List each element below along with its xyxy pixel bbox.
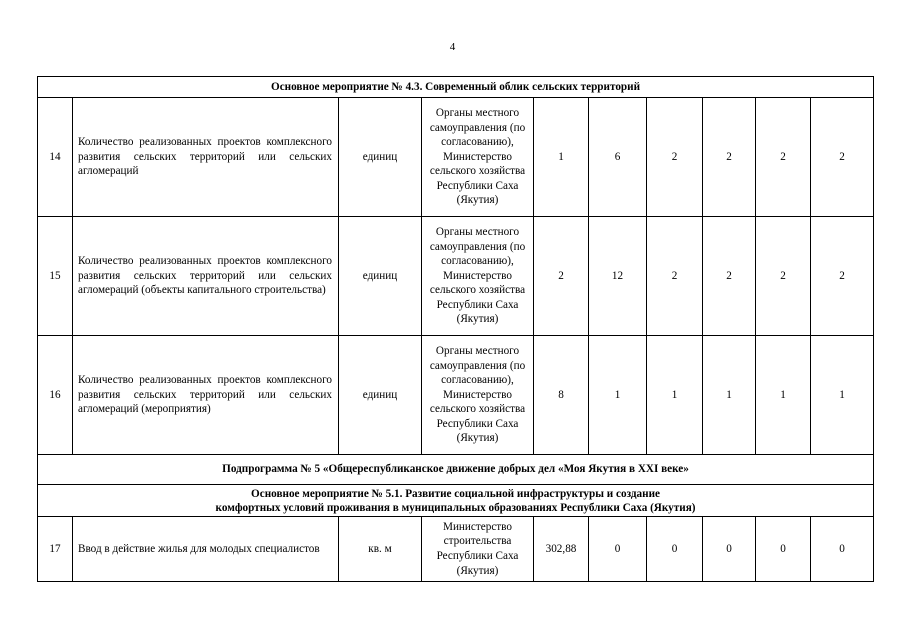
indicator-name: Количество реализованных проектов комплексного развития сельских территорий или сельских агломераций (мероприятия) bbox=[73, 336, 339, 455]
value-cell: 0 bbox=[756, 517, 811, 582]
table-row bbox=[38, 517, 874, 582]
table-row bbox=[38, 217, 874, 336]
value-cell: 1 bbox=[534, 98, 589, 217]
value-cell: 2 bbox=[756, 98, 811, 217]
value-cell: 302,88 bbox=[534, 517, 589, 582]
unit-cell: единиц bbox=[339, 336, 422, 455]
value-cell: 8 bbox=[534, 336, 589, 455]
value-cell: 2 bbox=[534, 217, 589, 336]
indicator-name: Количество реализованных проектов комплексного развития сельских территорий или сельских агломераций bbox=[73, 98, 339, 217]
section-header-row bbox=[38, 77, 874, 98]
subprogram-header-row bbox=[38, 455, 874, 485]
value-cell: 1 bbox=[811, 336, 874, 455]
section-title-4-3: Основное мероприятие № 4.3. Современный облик сельских территорий bbox=[38, 77, 874, 98]
value-cell: 0 bbox=[811, 517, 874, 582]
value-cell: 2 bbox=[647, 217, 703, 336]
table-row bbox=[38, 336, 874, 455]
value-cell: 2 bbox=[647, 98, 703, 217]
value-cell: 1 bbox=[589, 336, 647, 455]
unit-cell: кв. м bbox=[339, 517, 422, 582]
value-cell: 2 bbox=[756, 217, 811, 336]
section-header-row bbox=[38, 485, 874, 517]
row-number: 14 bbox=[38, 98, 73, 217]
responsible-cell: Министерство строительства Республики Саха (Якутия) bbox=[422, 517, 534, 582]
row-number: 17 bbox=[38, 517, 73, 582]
section-title-5-1-line2: комфортных условий проживания в муниципальных образованиях Республики Саха (Якутия) bbox=[215, 501, 696, 514]
value-cell: 6 bbox=[589, 98, 647, 217]
value-cell: 0 bbox=[647, 517, 703, 582]
value-cell: 2 bbox=[811, 98, 874, 217]
responsible-cell: Органы местного самоуправления (по согласованию), Министерство сельского хозяйства Республики Саха (Якутия) bbox=[422, 98, 534, 217]
value-cell: 0 bbox=[703, 517, 756, 582]
value-cell: 1 bbox=[703, 336, 756, 455]
responsible-cell: Органы местного самоуправления (по согласованию), Министерство сельского хозяйства Республики Саха (Якутия) bbox=[422, 217, 534, 336]
table-row bbox=[38, 98, 874, 217]
page-number: 4 bbox=[449, 41, 456, 53]
value-cell: 2 bbox=[703, 217, 756, 336]
value-cell: 12 bbox=[589, 217, 647, 336]
indicator-name: Ввод в действие жилья для молодых специалистов bbox=[73, 517, 339, 582]
subprogram-title-5: Подпрограмма № 5 «Общереспубликанское движение добрых дел «Моя Якутия в XXI веке» bbox=[38, 455, 874, 485]
indicator-name: Количество реализованных проектов комплексного развития сельских территорий или сельских агломераций (объекты капитального строительства) bbox=[73, 217, 339, 336]
value-cell: 2 bbox=[703, 98, 756, 217]
value-cell: 0 bbox=[589, 517, 647, 582]
section-title-5-1-line1: Основное мероприятие № 5.1. Развитие социальной инфраструктуры и создание bbox=[251, 487, 660, 500]
unit-cell: единиц bbox=[339, 217, 422, 336]
row-number: 16 bbox=[38, 336, 73, 455]
responsible-cell: Органы местного самоуправления (по согласованию), Министерство сельского хозяйства Республики Саха (Якутия) bbox=[422, 336, 534, 455]
section-title-5-1 bbox=[38, 485, 874, 517]
value-cell: 1 bbox=[647, 336, 703, 455]
indicators-table bbox=[37, 76, 874, 582]
unit-cell: единиц bbox=[339, 98, 422, 217]
row-number: 15 bbox=[38, 217, 73, 336]
value-cell: 2 bbox=[811, 217, 874, 336]
value-cell: 1 bbox=[756, 336, 811, 455]
